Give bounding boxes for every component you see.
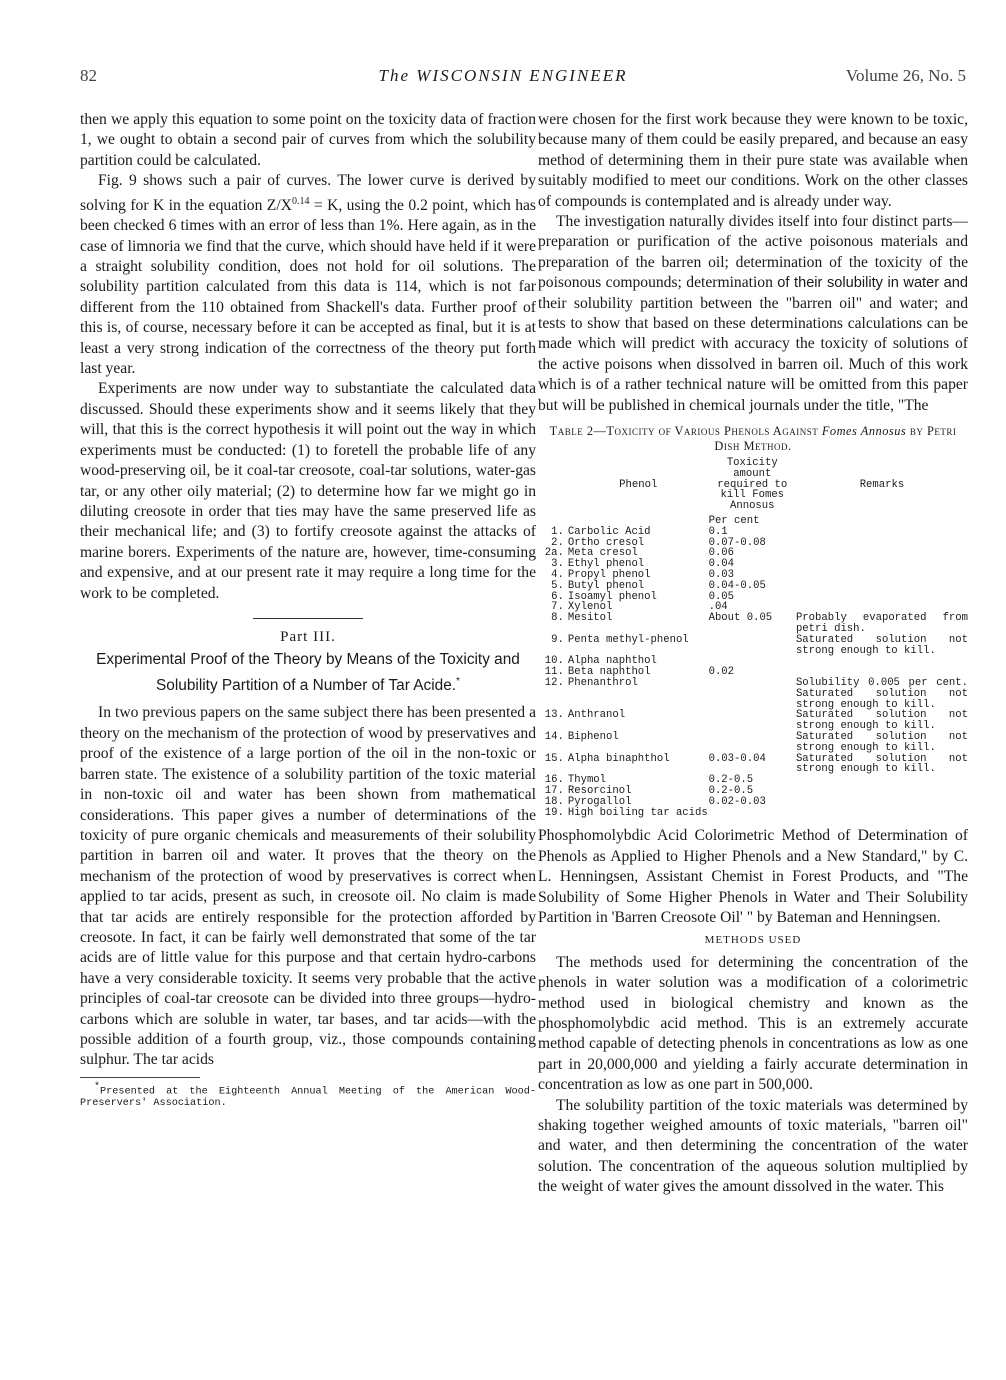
phenol-name: Alpha binaphthol [567, 752, 670, 765]
toxicity-value: 0.03 [708, 569, 735, 582]
phenol-name: Thymol [567, 774, 607, 787]
text-run-bold: of their solubility in water and [777, 275, 968, 292]
remarks [796, 538, 968, 549]
footnote [80, 1082, 536, 1110]
text-run: = K, using the 0.2 point, which has been checked 6 times with an error of less than 1%. Here again, as in the case of limnoria we find that the curve, which should have held if it were a straight solubility condition, does not hold for oil solutions. The solubility partition calculated from this data is 114, which is not far different from the 110 obtained from Shackell's data. Further proof of this is, of course, necessary before it can be accepted as final, but it is at least a very strong indication of the correctness of the theory put forth last year. [80, 196, 537, 378]
caption-italic: Fomes Annosus [821, 424, 907, 439]
remarks [796, 570, 968, 581]
phenol-name: Penta methyl-phenol [567, 633, 689, 646]
remarks: Saturated solution not strong enough to kill. [795, 709, 968, 733]
section-heading [80, 649, 536, 697]
remarks [796, 786, 968, 797]
footnote-mark: * [94, 1081, 101, 1093]
toxicity-value: 0.04 [708, 558, 735, 571]
toxicity-value [709, 678, 796, 710]
paragraph: The methods used for determining the concentration of the phenols in water solution was a modification of a colorimetric method used in biological chemistry and known as the phosphomolybdic acid method. This is an extremely accurate method capable of detecting phenols in concentrations as low as one part in 20,000,000 and yielding a fairly accurate determination in concentration as low as one part in 500,000. [538, 953, 968, 1094]
row-number: 4. [551, 569, 564, 582]
paragraph: then we apply this equation to some point on the toxicity data of fraction 1, we ought to obtain a second pair of curves from which the solubility partition could be calculated. [80, 111, 536, 169]
row-number: 8. [551, 612, 564, 625]
phenol-name: Resorcinol [567, 785, 632, 797]
table-row [538, 797, 968, 808]
toxicity-value: 0.06 [708, 547, 735, 560]
volume-label: Volume 26, No. 5 [845, 66, 966, 85]
toxicity-value: 0.02-0.03 [708, 795, 766, 808]
row-number: 19. [544, 806, 564, 819]
remarks [796, 581, 968, 592]
header-toxicity: Toxicity amount required to kill Fomes Annosus [717, 457, 788, 513]
footnote-mark: * [456, 676, 460, 688]
phenol-name: Anthranol [567, 709, 626, 722]
phenol-name: Pyrogallol [567, 795, 632, 808]
heading-text: Experimental Proof of the Theory by Means of the Toxicity and Solubility Partition of a Number of Tar Acide. [96, 651, 520, 695]
methods-heading: METHODS USED [704, 934, 802, 947]
caption-text: Table 2—Toxicity of Various Phenols Against [549, 424, 822, 439]
toxicity-value [709, 808, 796, 819]
paragraph: were chosen for the first work because they were known to be toxic, because many of them could be easily prepared, and because an easy method of determining them in their pure state was available when suitably modified to meet our conditions. Work on the other classes of compounds is contemplated and is already under way. [538, 111, 968, 210]
remarks [796, 797, 968, 808]
phenol-name: Isoamyl phenol [567, 590, 657, 603]
remarks [796, 592, 968, 603]
table-row [538, 754, 968, 776]
page-header [0, 66, 1006, 92]
text-run: The investigation naturally divides itself into four distinct parts—preparation or purification of the active poisonous materials and preparation of the barren oil; determination of the toxicity of the poisonous compounds; determination [538, 213, 968, 292]
header-phenol: Phenol [619, 478, 658, 491]
row-number: 3. [551, 558, 564, 571]
paragraph: In two previous papers on the same subject there has been presented a theory on the mechanism of the protection of wood by preservatives and proof of the existence of a large portion of the oil in the non-toxic or barren state. The existence of a solubility partition of the toxic material in non-toxic oil and water has been shown from mathematical considerations. This paper gives a number of determinations of the toxicity of pure organic chemicals and measurements of their solubility partition in barren oil and water. It proves that the theory on the mechanism of the protection of wood by preservatives is correct when applied to tar acids, present as such, in creosote oil. No claim is made that tar acids are entirely responsible for the protection afforded by creosote. In fact, it can be fairly well demonstrated that some of the tar acids are of little value for this purpose and that certain hydro-carbons have a very considerable toxicity. It seems very probable that the active principles of coal-tar creosote can be divided into three groups—hydro-carbons which are soluble in water, tar bases, and tar acids—with the possible addition of a fourth group, viz., those compounds containing sulphur. The tar acids [80, 704, 536, 1069]
remarks [796, 527, 968, 538]
text-run: their solubility partition between the "barren oil" and water; and tests to show that based on these determinations calculations can be made which will predict with accuracy the toxicity of solutions of the active poisons when dissolved in barren oil. Much of this work which is of a rather technical nature will be omitted from this paper but will be published in chemical journals under the title, "The [538, 294, 968, 414]
phenol-name: Propyl phenol [567, 569, 651, 582]
toxicity-value [709, 635, 796, 657]
toxicity-value: 0.04-0.05 [708, 579, 766, 592]
table-row [538, 635, 968, 657]
row-number: 12. [544, 677, 564, 690]
remarks: Solubility 0.005 per cent. Saturated solution not strong enough to kill. [795, 677, 968, 711]
toxicity-value: About 0.05 [708, 612, 773, 625]
phenol-name: Meta cresol [567, 547, 638, 560]
remarks: Saturated solution not strong enough to kill. [795, 752, 968, 776]
exponent: 0.14 [291, 195, 310, 207]
unit-label: Per cent [708, 515, 760, 528]
page-number: 82 [80, 66, 97, 85]
row-number: 13. [544, 709, 564, 722]
phenol-name: Alpha naphthol [567, 655, 657, 668]
toxicity-table [538, 458, 968, 818]
row-number: 2a. [544, 547, 564, 560]
paragraph [80, 171, 536, 379]
paragraph [538, 212, 968, 416]
caption-text: by Petri Dish Method. [714, 424, 957, 454]
table-row [538, 678, 968, 710]
remarks: Saturated solution not strong enough to kill. [795, 731, 968, 754]
table-row [538, 732, 968, 754]
row-number: 16. [544, 774, 564, 787]
paragraph: The solubility partition of the toxic materials was determined by shaking together weighed amounts of toxic materials, "barren oil" and water, and then determining the concentration of the water solution. The concentration of the aqueous solution multiplied by the weight of water gives the amount dissolved in the water. This [538, 1096, 968, 1196]
phenol-name: Beta naphthol [567, 666, 651, 679]
table-row [538, 613, 968, 635]
table-header-row [538, 458, 968, 516]
phenol-name: Carbolic Acid [567, 525, 651, 538]
row-number: 9. [551, 633, 564, 646]
remarks: Saturated solution not strong enough to kill. [795, 633, 968, 657]
toxicity-value: 0.07-0.08 [708, 536, 766, 549]
remarks: Probably evaporated from petri dish. [795, 612, 968, 636]
toxicity-value [709, 710, 796, 732]
toxicity-value: 0.03-0.04 [708, 752, 766, 765]
phenol-name: Biphenol [567, 731, 619, 744]
toxicity-value: 0.2-0.5 [708, 785, 754, 797]
table-caption [538, 424, 968, 454]
phenol-name: Ortho cresol [567, 536, 645, 549]
footnote-divider [80, 1077, 200, 1078]
row-number: 17. [544, 785, 564, 797]
footnote-text: Presented at the Eighteenth Annual Meeting of the American Wood-Preservers' Association. [80, 1086, 536, 1110]
part-label: Part III. [280, 628, 336, 645]
phenol-name: Ethyl phenol [567, 558, 645, 571]
phenol-name: Phenanthrol [567, 677, 638, 690]
toxicity-value: 0.02 [708, 666, 735, 679]
header-num [538, 458, 568, 516]
phenol-name: High boiling tar acids [567, 806, 708, 819]
row-number: 14. [544, 731, 564, 744]
row-number: 18. [544, 795, 564, 808]
row-number: 7. [551, 601, 564, 614]
phenol-name: Butyl phenol [567, 579, 645, 592]
journal-title: The WISCONSIN ENGINEER [378, 66, 628, 85]
toxicity-value: 0.05 [708, 590, 735, 603]
toxicity-value: 0.2-0.5 [708, 774, 754, 787]
remarks [796, 808, 968, 819]
toxicity-value: 0.1 [708, 525, 728, 538]
table-row [538, 808, 968, 819]
phenol-name: Mesitol [567, 612, 613, 625]
row-number: 11. [544, 666, 564, 679]
right-column [538, 110, 968, 1198]
section-divider [253, 618, 363, 619]
row-number: 1. [551, 525, 564, 538]
toxicity-value: .04 [708, 601, 728, 614]
paragraph: Phosphomolybdic Acid Colorimetric Method of Determination of Phenols as Applied to Higher Phenols and a New Standard," by C. L. Henningsen, Assistant Chemist in Forest Products, and "The Solubility of Some Higher Phenols in Water and Their Solubility Partition in 'Barren Creosote Oil' " by Bateman and Henningsen. [538, 827, 968, 927]
row-number: 10. [544, 655, 564, 668]
remarks [796, 548, 968, 559]
header-remarks: Remarks [859, 478, 905, 491]
toxicity-value [709, 732, 796, 754]
paragraph: Experiments are now under way to substantiate the calculated data discussed. Should these experiments show and it seems likely that they will, that this is the correct hypothesis it will point out the way in which experiments must be conducted: (1) to foretell the probable life of any wood-preserving oil, be it coal-tar creosote, coal-tar solutions, water-gas tar, or any other oily material; (2) to determine how far we might go in diluting creosote in order that ties may have the same preserved life as their mechanical life; and (3) to fortify creosote against the attacks of marine borers. Experiments of the nature are, however, time-consuming and expensive, and at our present rate it may require a long time for the work to be completed. [80, 380, 536, 602]
row-number: 15. [544, 752, 564, 765]
text-run: Fig. 9 shows such a pair of curves. The lower curve is derived by solving for K in the equation Z/X [80, 172, 536, 214]
table-body [538, 527, 968, 819]
remarks [796, 656, 968, 667]
row-number: 2. [551, 536, 564, 549]
remarks [796, 559, 968, 570]
row-number: 6. [551, 590, 564, 603]
remarks [796, 775, 968, 786]
table-row [538, 710, 968, 732]
row-number: 5. [551, 579, 564, 592]
left-column [80, 110, 536, 1110]
phenol-name: Xylenol [567, 601, 613, 614]
